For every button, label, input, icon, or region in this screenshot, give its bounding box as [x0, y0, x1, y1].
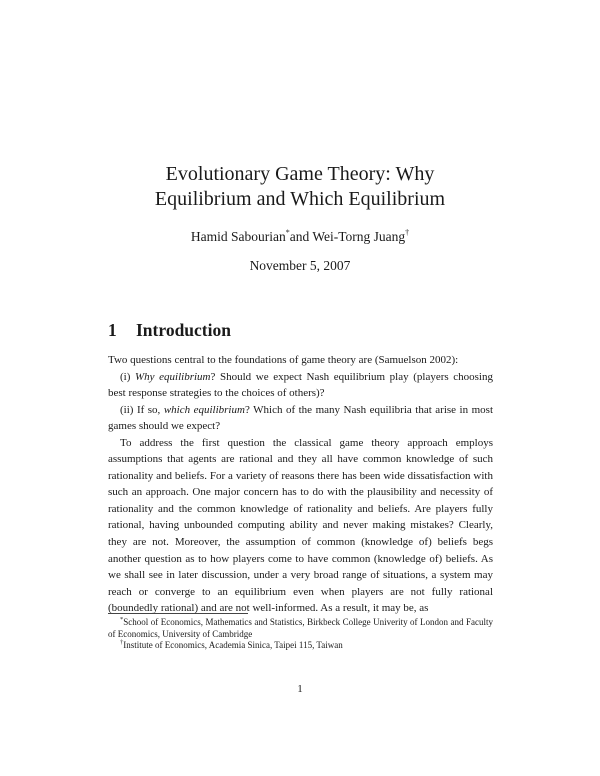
footnote-1-mark: *	[120, 616, 124, 623]
page-number: 1	[297, 683, 303, 695]
footnote-2-text: Institute of Economics, Academia Sinica, Taipei 115, Taiwan	[123, 640, 343, 651]
section-title: Introduction	[136, 320, 231, 340]
paragraph-2-rest: ? Should we expect Nash equilibrium play (players choosing best response strategies to the choices of others)?	[108, 370, 493, 400]
paragraph-2	[108, 369, 493, 402]
paragraph-3-rest: ? Which of the many Nash equilibria that arise in most games should we expect?	[108, 403, 494, 433]
footnotes	[108, 617, 493, 652]
paragraph-3-prefix: (ii) If so,	[120, 403, 164, 416]
paragraph-2-prefix: (i)	[120, 370, 135, 383]
author-1: Hamid Sabourian	[190, 229, 286, 244]
section-number: 1	[108, 320, 117, 340]
paragraph-3	[108, 402, 493, 435]
paragraph-2-emphasis: Why equilibrium	[135, 370, 211, 383]
paragraph-3-emphasis: which equilibrium	[163, 403, 245, 416]
body-text	[108, 352, 493, 617]
author-line	[100, 229, 500, 245]
author-2: Wei-Torng Juang	[312, 229, 406, 244]
footnote-1	[108, 617, 493, 640]
title-line-2: Equilibrium and Which Equilibrium	[154, 188, 446, 210]
author-2-footnote-mark: †	[405, 228, 410, 237]
footnote-rule	[108, 613, 248, 614]
author-separator: and	[289, 229, 313, 244]
section-heading	[108, 320, 231, 341]
paragraph-1: Two questions central to the foundations of game theory are (Samuelson 2002):	[108, 354, 459, 366]
author-1-footnote-mark: *	[285, 228, 290, 237]
title-line-1: Evolutionary Game Theory: Why	[165, 163, 435, 185]
footnote-1-text: School of Economics, Mathematics and Statistics, Birkbeck College Univerity of London and Faculty of Economics, University of Cambridge	[108, 617, 493, 639]
paper-title	[100, 162, 500, 212]
footnote-2	[108, 640, 493, 652]
paper-date: November 5, 2007	[249, 258, 351, 273]
footnote-2-mark: †	[120, 639, 124, 647]
paragraph-4: To address the first question the classical game theory approach employs assumptions that agents are rational and they all have common knowledge of such rationality and beliefs. For a variety of reasons there has been wide dissatisfaction with such an approach. One major concern has to do with the plausibility and necessity of rationality and the common knowledge of rationality and beliefs. Are players fully rational, having unbounded computing ability and never making mistakes? Clearly, they are not. Moreover, the assumption of common (knowledge of) beliefs begs another question as to how players come to have common (knowledge of) beliefs. As we shall see in later discussion, under a very broad range of situations, a system may reach or converge to an equilibrium even when players are not fully rational (boundedly rational) and are not well-informed. As a result, it may be, as	[108, 436, 493, 615]
